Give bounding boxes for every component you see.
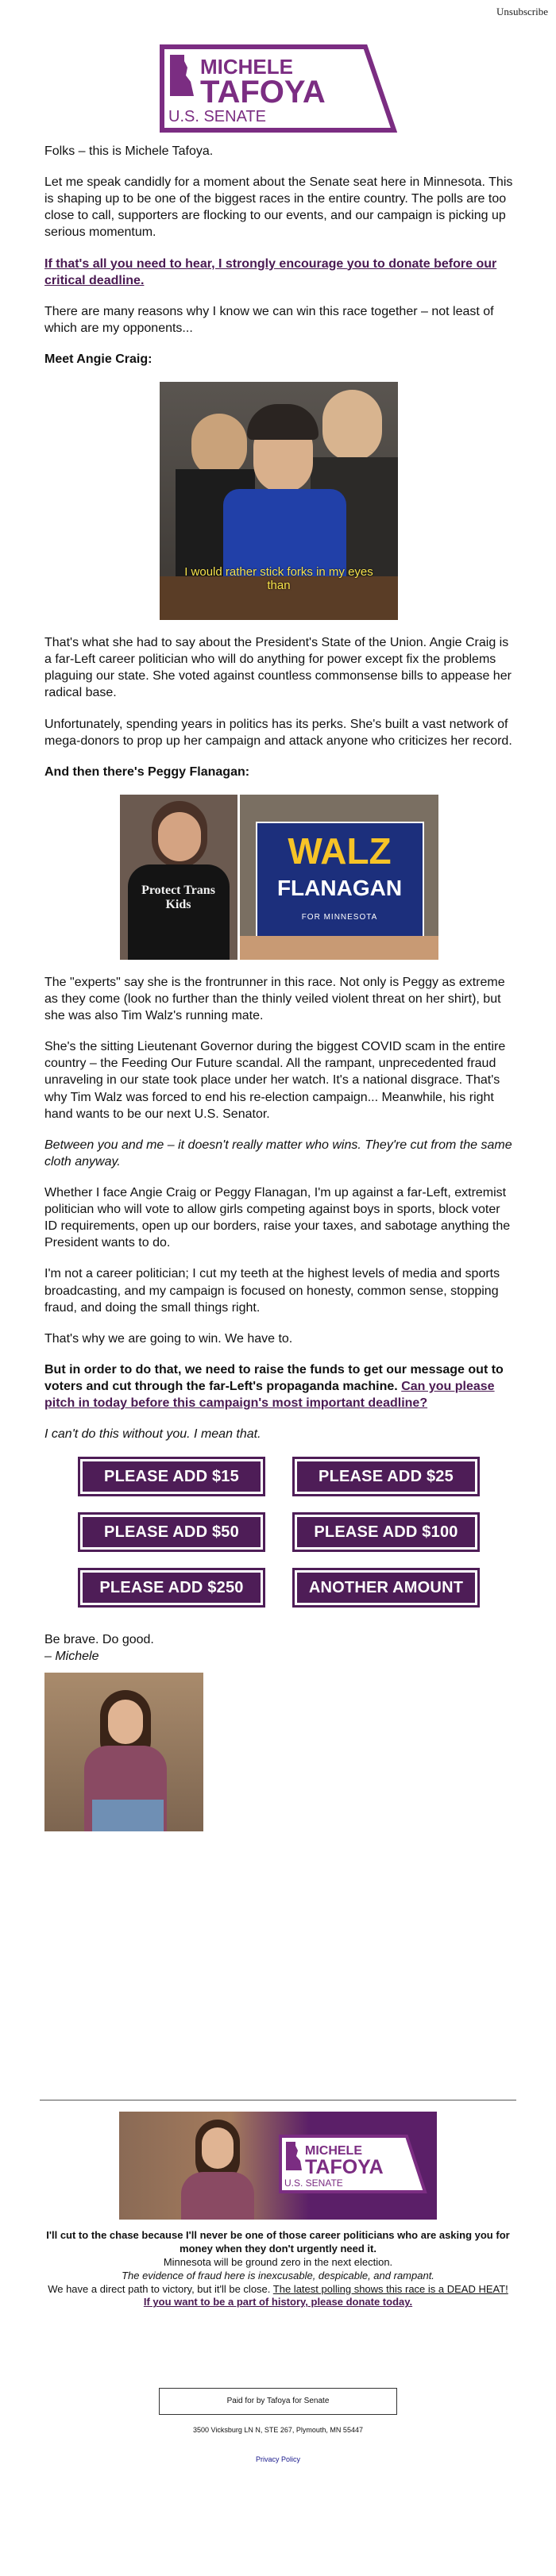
footer-line-3: The evidence of fraud here is inexcusable, despicable, and rampant. <box>122 2269 434 2281</box>
donate-other-amount-button[interactable]: ANOTHER AMOUNT <box>292 1568 480 1608</box>
sign-flanagan: FLANAGAN <box>276 875 403 900</box>
shirt-text: Protect Trans Kids <box>141 883 215 912</box>
history-donate-link[interactable]: If you want to be a part of history, please donate today. <box>143 2296 413 2308</box>
angie-craig-image <box>160 382 398 620</box>
donate-15-button[interactable]: PLEASE ADD $15 <box>78 1457 265 1496</box>
donate-100-button[interactable]: PLEASE ADD $100 <box>292 1512 480 1552</box>
craig-heading: Meet Angie Craig: <box>44 352 153 366</box>
donate-25-button[interactable]: PLEASE ADD $25 <box>292 1457 480 1496</box>
craig-paragraph-2: Unfortunately, spending years in politics has its perks. She's built a vast network of mega-donors to prop up her campaign and attack anyone who criticizes her record. <box>44 717 512 748</box>
footer-banner <box>119 2112 437 2220</box>
logo-office: U.S. SENATE <box>168 108 266 125</box>
peggy-flanagan-images <box>44 795 513 960</box>
email-body <box>44 143 513 1831</box>
banner-logo <box>278 2134 427 2194</box>
donate-deadline-link[interactable]: If that's all you need to hear, I strongly encourage you to donate before our critical deadline. <box>44 256 497 287</box>
extremist-paragraph: Whether I face Angie Craig or Peggy Flanagan, I'm up against a far-Left, extremist politician who will vote to allow girls competing against boys in sports, block voter ID requirements, open up our borders, raise your taxes, and sabotage anything the President wants to do. <box>44 1185 511 1250</box>
signoff-line-2: – Michele <box>44 1650 99 1664</box>
walz-flanagan-sign-image <box>240 795 438 960</box>
donate-50-button[interactable]: PLEASE ADD $50 <box>78 1512 265 1552</box>
svg-text:U.S. SENATE: U.S. SENATE <box>284 2177 343 2189</box>
funds-paragraph: But in order to do that, we need to raise the funds to get our message out to voters and cut through the far-Left's propaganda machine. <box>44 1362 504 1393</box>
footer-line-4: We have a direct path to victory, but it'll be close. <box>48 2282 271 2295</box>
donation-buttons <box>44 1457 513 1608</box>
polling-link[interactable]: The latest polling shows this race is a DEAD HEAT! <box>272 2282 508 2295</box>
craig-paragraph-1: That's what she had to say about the President's State of the Union. Angie Craig is a far-Left career politician who will do anything for power except fix the problems plaguing our state. She voted against countless commonsense bills to appease her radical base. <box>44 636 512 700</box>
signoff-line-1: Be brave. Do good. <box>44 1633 154 1647</box>
campaign-logo <box>159 44 397 133</box>
flanagan-paragraph-1: The "experts" say she is the frontrunner in this race. Not only is Peggy as extreme as they come (look no further than the thinly veiled violent threat on her shirt), but she was also Tim Walz's running mate. <box>44 975 505 1023</box>
video-caption: I would rather stick forks in my eyes than <box>184 565 373 592</box>
flanagan-heading: And then there's Peggy Flanagan: <box>44 764 250 779</box>
footer-line-2: Minnesota will be ground zero in the next election. <box>163 2255 393 2268</box>
svg-text:TAFOYA: TAFOYA <box>305 2156 384 2178</box>
footer-message <box>32 2229 524 2309</box>
privacy-policy-link[interactable]: Privacy Policy <box>255 2455 300 2463</box>
flanagan-shirt-image <box>120 795 237 960</box>
footer-line-1: I'll cut to the chase because I'll never be one of those career politicians who are asking you for money when they don't urgently need it. <box>46 2229 510 2254</box>
flanagan-paragraph-2: She's the sitting Lieutenant Governor during the biggest COVID scam in the entire country – the Feeding Our Future scandal. All the rampant, unprecedented fraud unraveling in our state took place under her watch. It's a national disgrace. That's why Tim Walz was forced to end his re-election campaign... Meanwhile, his right hand wants to be our next U.S. Senator. <box>44 1040 506 1121</box>
sign-for-minnesota: FOR MINNESOTA <box>301 912 378 922</box>
svg-text:MICHELE: MICHELE <box>305 2144 362 2158</box>
sign-walz: WALZ <box>288 830 392 872</box>
same-cloth-paragraph: Between you and me – it doesn't really matter who wins. They're cut from the same cloth anyway. <box>44 1138 512 1169</box>
opponents-paragraph: There are many reasons why I know we can win this race together – not least of which are my opponents... <box>44 304 494 335</box>
win-paragraph: That's why we are going to win. We have to. <box>44 1331 293 1346</box>
mailing-address: 3500 Vicksburg LN N, STE 267, Plymouth, MN 55447 <box>193 2426 363 2434</box>
pitch-in-link[interactable]: Can you please pitch in today before this campaign's most important deadline? <box>44 1379 495 1411</box>
logo-last-name: TAFOYA <box>200 75 326 110</box>
career-paragraph: I'm not a career politician; I cut my teeth at the highest levels of media and sports broadcasting, and my campaign is focused on honesty, common sense, stopping fraud, and doing the small things right. <box>44 1267 500 1315</box>
senate-race-paragraph: Let me speak candidly for a moment about the Senate seat here in Minnesota. This is shaping up to be one of the biggest races in the entire country. The polls are too close to call, supporters are flocking to our events, and our campaign is picking up serious momentum. <box>44 175 513 240</box>
logo-first-name: MICHELE <box>200 55 293 79</box>
paid-for-box: Paid for by Tafoya for Senate <box>159 2388 397 2415</box>
intro-paragraph: Folks – this is Michele Tafoya. <box>44 144 214 158</box>
donate-250-button[interactable]: PLEASE ADD $250 <box>78 1568 265 1608</box>
unsubscribe-link[interactable]: Unsubscribe <box>496 6 548 17</box>
cant-do-without-you: I can't do this without you. I mean that. <box>44 1427 261 1442</box>
michele-portrait <box>44 1673 203 1831</box>
